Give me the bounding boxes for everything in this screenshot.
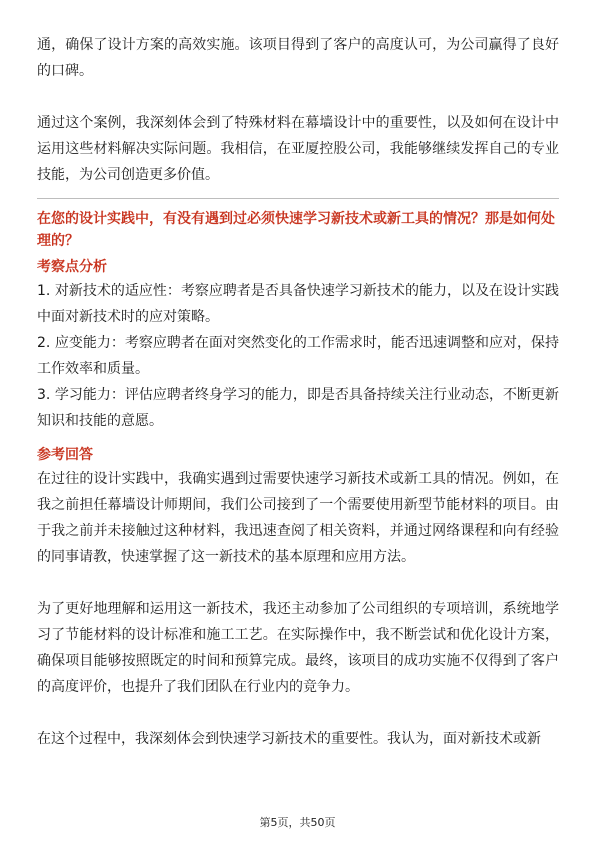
page-content (37, 32, 559, 752)
interview-question: 在您的设计实践中，有没有遇到过必须快速学习新技术或新工具的情况？那是如何处理的？ (37, 211, 555, 249)
answer-paragraph-2: 为了更好地理解和运用这一新技术，我还主动参加了公司组织的专项培训，系统地学习了节能材料的设计标准和施工工艺。在实际操作中，我不断尝试和优化设计方案，确保项目能够按照既定的时间和预算完成。最终，该项目的成功实施不仅得到了客户的高度评价，也提升了我们团队在行业内的竞争力。 (37, 601, 559, 695)
answer-title: 参考回答 (37, 447, 93, 463)
paragraph-spacer (37, 570, 559, 596)
analysis-item-3: 3. 学习能力：评估应聘者终身学习的能力，即是否具备持续关注行业动态，不断更新知识和技能的意愿。 (37, 387, 559, 429)
section-divider (37, 198, 559, 199)
analysis-item-2: 2. 应变能力：考察应聘者在面对突然变化的工作需求时，能否迅速调整和应对，保持工作效率和质量。 (37, 335, 559, 377)
paragraph-spacer (37, 700, 559, 726)
analysis-list (37, 278, 559, 434)
section-spacer (37, 434, 559, 442)
intro-paragraph-2: 通过这个案例，我深刻体会到了特殊材料在幕墙设计中的重要性，以及如何在设计中运用这些材料解决实际问题。我相信，在亚厦控股公司，我能够继续发挥自己的专业技能，为公司创造更多价值。 (37, 115, 559, 183)
answer-paragraph-3: 在这个过程中，我深刻体会到快速学习新技术的重要性。我认为，面对新技术或新 (37, 731, 541, 747)
intro-paragraph-1: 通，确保了设计方案的高效实施。该项目得到了客户的高度认可，为公司赢得了良好的口碑。 (37, 37, 559, 79)
page-number: 第5页，共50页 (259, 816, 336, 829)
answer-paragraph-1: 在过往的设计实践中，我确实遇到过需要快速学习新技术或新工具的情况。例如，在我之前担任幕墙设计师期间，我们公司接到了一个需要使用新型节能材料的项目。由于我之前并未接触过这种材料，我迅速查阅了相关资料，并通过网络课程和向有经验的同事请教，快速掌握了这一新技术的基本原理和应用方法。 (37, 471, 559, 565)
analysis-title: 考察点分析 (37, 259, 107, 275)
paragraph-spacer (37, 84, 559, 110)
analysis-item-1: 1. 对新技术的适应性：考察应聘者是否具备快速学习新技术的能力，以及在设计实践中面对新技术时的应对策略。 (37, 283, 559, 325)
